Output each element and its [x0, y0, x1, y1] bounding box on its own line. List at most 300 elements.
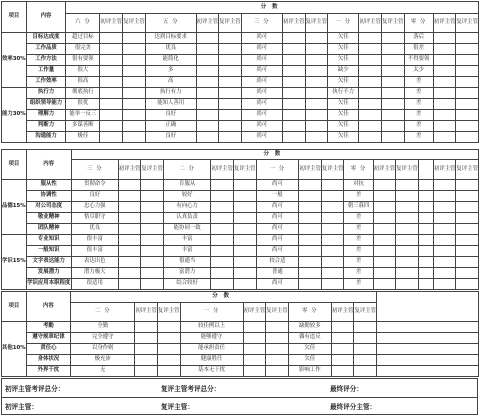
first-reviewer-header: 初评主管 — [433, 160, 456, 180]
grade-cell: 彻底执行 — [66, 88, 100, 99]
second-reviewer-header: 复评主管 — [157, 303, 180, 322]
blank-cell — [377, 344, 479, 355]
score-input[interactable] — [282, 33, 305, 44]
score-header: 分数 — [71, 150, 478, 160]
score-input[interactable] — [123, 110, 146, 121]
score-input[interactable] — [243, 355, 266, 366]
score-input[interactable] — [299, 180, 322, 191]
score-input[interactable] — [100, 121, 123, 132]
score-input[interactable] — [100, 99, 123, 110]
grade-cell: 尚可 — [256, 246, 299, 257]
grade-cell: 完全遵守 — [71, 333, 135, 344]
grade-cell: 欠佳 — [328, 77, 359, 88]
score-input[interactable] — [433, 180, 456, 191]
score-input[interactable] — [233, 224, 256, 235]
score-input[interactable] — [381, 66, 404, 77]
grade-cell: 很差 — [404, 44, 433, 55]
score-input[interactable] — [100, 110, 123, 121]
score-input[interactable] — [373, 279, 396, 290]
score-input[interactable] — [354, 344, 377, 355]
grade-cell: 差 — [344, 246, 373, 257]
score-input[interactable] — [118, 224, 141, 235]
score-input[interactable] — [456, 191, 479, 202]
score-input[interactable] — [305, 110, 328, 121]
score-input[interactable] — [381, 77, 404, 88]
criterion-label: 工作效率 — [26, 77, 66, 88]
score-input[interactable] — [135, 322, 158, 333]
score-input[interactable] — [359, 55, 382, 66]
score-input[interactable] — [305, 33, 328, 44]
score-input[interactable] — [456, 132, 479, 143]
score-input[interactable] — [196, 66, 219, 77]
score-input[interactable] — [141, 191, 164, 202]
final-reviewer-signature-label: 最终评分主管： — [330, 403, 377, 411]
score-input[interactable] — [373, 224, 396, 235]
score-input[interactable] — [118, 257, 141, 268]
score-input[interactable] — [211, 202, 234, 213]
first-reviewer-header: 初评主管 — [359, 14, 382, 33]
score-input[interactable] — [305, 77, 328, 88]
score-input[interactable] — [331, 333, 354, 344]
score-input[interactable] — [282, 99, 305, 110]
score-input[interactable] — [211, 191, 234, 202]
score-input[interactable] — [321, 235, 344, 246]
score-input[interactable] — [282, 110, 305, 121]
score-input[interactable] — [456, 88, 479, 99]
grade-cell: 很通当 — [163, 257, 210, 268]
score-input[interactable] — [396, 246, 419, 257]
second-reviewer-header: 复评主管 — [321, 160, 344, 180]
score-input[interactable] — [305, 99, 328, 110]
score-input[interactable] — [118, 202, 141, 213]
first-reviewer-signature-label: 初评主管： — [5, 403, 38, 411]
score-input[interactable] — [373, 213, 396, 224]
score-input[interactable] — [211, 224, 234, 235]
score-input[interactable] — [433, 77, 456, 88]
score-input[interactable] — [211, 235, 234, 246]
score-input[interactable] — [282, 132, 305, 143]
grade-cell: 差 — [404, 132, 433, 143]
criterion-label: 一般知识 — [26, 246, 71, 257]
score-input[interactable] — [456, 55, 479, 66]
score-input[interactable] — [373, 246, 396, 257]
score-input[interactable] — [433, 33, 456, 44]
score-input[interactable] — [456, 279, 479, 290]
score-input[interactable] — [299, 246, 322, 257]
score-input[interactable] — [396, 202, 419, 213]
score-input[interactable] — [456, 268, 479, 279]
score-input[interactable] — [123, 66, 146, 77]
grade-cell: 欠佳 — [328, 33, 359, 44]
score-input[interactable] — [196, 77, 219, 88]
grade-cell: 差 — [404, 110, 433, 121]
score-input[interactable] — [282, 121, 305, 132]
score-input[interactable] — [396, 180, 419, 191]
score-input[interactable] — [233, 268, 256, 279]
score-input[interactable] — [456, 235, 479, 246]
score-input[interactable] — [433, 246, 456, 257]
score-input[interactable] — [118, 268, 141, 279]
score-input[interactable] — [299, 213, 322, 224]
score-input[interactable] — [123, 132, 146, 143]
score-input[interactable] — [433, 44, 456, 55]
score-input[interactable] — [157, 333, 180, 344]
score-input[interactable] — [211, 257, 234, 268]
score-input[interactable] — [123, 77, 146, 88]
criterion-label: 工作品质 — [26, 44, 66, 55]
score-input[interactable] — [373, 180, 396, 191]
score-input[interactable] — [359, 44, 382, 55]
score-input[interactable] — [157, 355, 180, 366]
grade-cell: 尚可 — [256, 224, 299, 235]
score-input[interactable] — [118, 191, 141, 202]
score-input[interactable] — [321, 191, 344, 202]
score-input[interactable] — [396, 279, 419, 290]
score-input[interactable] — [433, 279, 456, 290]
score-input[interactable] — [123, 121, 146, 132]
first-reviewer-header: 初评主管 — [433, 14, 456, 33]
score-input[interactable] — [381, 132, 404, 143]
score-input[interactable] — [266, 344, 289, 355]
score-input[interactable] — [243, 333, 266, 344]
blank-cell — [377, 366, 479, 377]
score-input[interactable] — [433, 257, 456, 268]
score-input[interactable] — [219, 55, 242, 66]
score-input[interactable] — [354, 366, 377, 377]
score-input[interactable] — [219, 121, 242, 132]
score-input[interactable] — [321, 279, 344, 290]
score-input[interactable] — [396, 235, 419, 246]
first-reviewer-header: 初评主管 — [196, 14, 219, 33]
score-input[interactable] — [219, 77, 242, 88]
score-input[interactable] — [141, 213, 164, 224]
score-input[interactable] — [359, 99, 382, 110]
score-input[interactable] — [299, 224, 322, 235]
score-input[interactable] — [243, 344, 266, 355]
score-input[interactable] — [118, 279, 141, 290]
grade-cell: 尚可 — [241, 110, 282, 121]
score-input[interactable] — [299, 268, 322, 279]
score-input[interactable] — [456, 257, 479, 268]
score-input[interactable] — [354, 355, 377, 366]
score-input[interactable] — [305, 88, 328, 99]
second-reviewer-signature-label: 复评主管： — [161, 403, 194, 411]
score-input[interactable] — [359, 77, 382, 88]
section-3-table — [1, 291, 479, 377]
score-input[interactable] — [433, 224, 456, 235]
score-input[interactable] — [456, 99, 479, 110]
score-input[interactable] — [396, 224, 419, 235]
second-reviewer-header: 复评主管 — [381, 14, 404, 33]
grade-cell: 能简化 — [145, 55, 196, 66]
score-input[interactable] — [282, 44, 305, 55]
second-reviewer-header: 复评主管 — [219, 14, 242, 33]
score-input[interactable] — [433, 88, 456, 99]
score-input[interactable] — [396, 191, 419, 202]
score-input[interactable] — [123, 33, 146, 44]
score-input[interactable] — [456, 77, 479, 88]
score-input[interactable] — [433, 213, 456, 224]
grade-cell: 尚可 — [241, 33, 282, 44]
score-input[interactable] — [354, 322, 377, 333]
grade-cell: 尚可 — [241, 88, 282, 99]
score-input[interactable] — [433, 55, 456, 66]
score-input[interactable] — [135, 355, 158, 366]
score-input[interactable] — [282, 88, 305, 99]
score-input[interactable] — [233, 202, 256, 213]
score-input[interactable] — [266, 333, 289, 344]
score-input[interactable] — [196, 55, 219, 66]
score-input[interactable] — [373, 268, 396, 279]
score-input[interactable] — [196, 33, 219, 44]
category-attitude: 品德15% — [2, 180, 27, 235]
score-input[interactable] — [266, 366, 289, 377]
grade-cell: 较合适 — [256, 257, 299, 268]
score-input[interactable] — [456, 180, 479, 191]
grade-cell: 无 — [71, 366, 135, 377]
score-input[interactable] — [396, 213, 419, 224]
score-input[interactable] — [219, 99, 242, 110]
score-input[interactable] — [433, 99, 456, 110]
score-input[interactable] — [211, 180, 234, 191]
score-input[interactable] — [282, 55, 305, 66]
first-reviewer-header: 初评主管 — [100, 14, 123, 33]
grade-cell: 多 — [145, 66, 196, 77]
score-input[interactable] — [135, 333, 158, 344]
grade-cell: 欠佳 — [328, 132, 359, 143]
score-input[interactable] — [118, 235, 141, 246]
score-input[interactable] — [233, 235, 256, 246]
grade-cell: 落后 — [404, 33, 433, 44]
score-input[interactable] — [211, 213, 234, 224]
score-input[interactable] — [359, 66, 382, 77]
score-input[interactable] — [359, 121, 382, 132]
score-input[interactable] — [141, 246, 164, 257]
score-input[interactable] — [219, 110, 242, 121]
score-input[interactable] — [321, 202, 344, 213]
grade-cell: 执行不力 — [328, 88, 359, 99]
score-input[interactable] — [456, 213, 479, 224]
score-input[interactable] — [373, 235, 396, 246]
score-input[interactable] — [305, 132, 328, 143]
second-reviewer-header: 复评主管 — [141, 160, 164, 180]
score-input[interactable] — [359, 110, 382, 121]
grade-cell: 良好 — [145, 132, 196, 143]
score-input[interactable] — [299, 191, 322, 202]
score-input[interactable] — [196, 132, 219, 143]
score-input[interactable] — [118, 246, 141, 257]
score-input[interactable] — [381, 110, 404, 121]
grade-cell: 尚可 — [256, 202, 299, 213]
score-input[interactable] — [456, 66, 479, 77]
score-input[interactable] — [196, 99, 219, 110]
score-input[interactable] — [373, 257, 396, 268]
score-input[interactable] — [141, 180, 164, 191]
score-input[interactable] — [331, 366, 354, 377]
grade-cell — [418, 246, 433, 257]
grade-header: 六 分 — [66, 14, 100, 33]
grade-cell: 太少 — [404, 66, 433, 77]
score-input[interactable] — [321, 224, 344, 235]
grade-cell: 良好 — [145, 110, 196, 121]
score-input[interactable] — [100, 66, 123, 77]
signature-row — [1, 397, 478, 415]
score-input[interactable] — [100, 33, 123, 44]
score-input[interactable] — [456, 121, 479, 132]
score-input[interactable] — [305, 121, 328, 132]
score-input[interactable] — [233, 180, 256, 191]
score-input[interactable] — [331, 355, 354, 366]
score-input[interactable] — [157, 322, 180, 333]
score-input[interactable] — [118, 180, 141, 191]
score-input[interactable] — [433, 121, 456, 132]
score-header: 分数 — [71, 292, 377, 303]
score-input[interactable] — [196, 110, 219, 121]
score-input[interactable] — [233, 213, 256, 224]
score-input[interactable] — [123, 55, 146, 66]
score-input[interactable] — [141, 268, 164, 279]
score-input[interactable] — [299, 279, 322, 290]
score-input[interactable] — [381, 33, 404, 44]
score-input[interactable] — [299, 257, 322, 268]
grade-cell: 差 — [404, 99, 433, 110]
score-input[interactable] — [456, 33, 479, 44]
score-input[interactable] — [233, 191, 256, 202]
score-input[interactable] — [135, 344, 158, 355]
score-input[interactable] — [331, 344, 354, 355]
score-input[interactable] — [157, 366, 180, 377]
score-input[interactable] — [118, 213, 141, 224]
score-input[interactable] — [211, 279, 234, 290]
score-input[interactable] — [233, 246, 256, 257]
grade-cell: 潜力极大 — [71, 268, 118, 279]
score-input[interactable] — [219, 88, 242, 99]
score-input[interactable] — [141, 257, 164, 268]
grade-cell: 以身作则 — [71, 344, 135, 355]
score-input[interactable] — [123, 44, 146, 55]
score-input[interactable] — [100, 88, 123, 99]
score-input[interactable] — [266, 322, 289, 333]
score-input[interactable] — [219, 66, 242, 77]
score-input[interactable] — [219, 132, 242, 143]
score-input[interactable] — [321, 246, 344, 257]
grade-cell: 尚可 — [256, 180, 299, 191]
score-input[interactable] — [359, 132, 382, 143]
score-input[interactable] — [123, 88, 146, 99]
score-input[interactable] — [123, 99, 146, 110]
grade-cell: 能知人善用 — [145, 99, 196, 110]
score-input[interactable] — [433, 66, 456, 77]
score-input[interactable] — [141, 235, 164, 246]
score-input[interactable] — [433, 202, 456, 213]
score-input[interactable] — [141, 224, 164, 235]
score-input[interactable] — [305, 44, 328, 55]
score-input[interactable] — [381, 121, 404, 132]
score-input[interactable] — [433, 235, 456, 246]
score-input[interactable] — [433, 268, 456, 279]
section-2-table — [1, 149, 479, 290]
score-input[interactable] — [282, 66, 305, 77]
score-input[interactable] — [321, 180, 344, 191]
score-input[interactable] — [373, 202, 396, 213]
score-input[interactable] — [233, 257, 256, 268]
score-input[interactable] — [243, 322, 266, 333]
score-input[interactable] — [381, 44, 404, 55]
score-input[interactable] — [141, 279, 164, 290]
score-input[interactable] — [321, 268, 344, 279]
score-input[interactable] — [396, 268, 419, 279]
grade-cell: 差 — [344, 224, 373, 235]
grade-header: 一 分 — [328, 14, 359, 33]
grade-cell: 全勤 — [71, 322, 135, 333]
first-reviewer-header: 初评主管 — [299, 160, 322, 180]
score-input[interactable] — [219, 33, 242, 44]
score-input[interactable] — [456, 224, 479, 235]
score-input[interactable] — [233, 279, 256, 290]
score-input[interactable] — [299, 235, 322, 246]
score-input[interactable] — [282, 77, 305, 88]
grade-cell: 欠佳 — [328, 121, 359, 132]
grade-cell: 较好 — [163, 191, 210, 202]
score-input[interactable] — [381, 88, 404, 99]
second-reviewer-header: 复评主管 — [456, 14, 479, 33]
score-input[interactable] — [456, 246, 479, 257]
score-input[interactable] — [100, 132, 123, 143]
score-input[interactable] — [196, 44, 219, 55]
score-input[interactable] — [243, 366, 266, 377]
grade-cell: 很适用 — [71, 279, 118, 290]
score-input[interactable] — [299, 202, 322, 213]
score-input[interactable] — [373, 191, 396, 202]
score-input[interactable] — [135, 366, 158, 377]
score-input[interactable] — [433, 191, 456, 202]
criterion-label: 协调性 — [26, 191, 71, 202]
grade-cell: 不得要领 — [404, 55, 433, 66]
score-input[interactable] — [381, 55, 404, 66]
score-input[interactable] — [433, 110, 456, 121]
score-input[interactable] — [354, 333, 377, 344]
score-input[interactable] — [266, 355, 289, 366]
score-input[interactable] — [211, 268, 234, 279]
score-input[interactable] — [396, 257, 419, 268]
score-input[interactable] — [456, 44, 479, 55]
score-input[interactable] — [100, 77, 123, 88]
item-header: 项目 — [2, 2, 27, 33]
score-input[interactable] — [211, 246, 234, 257]
score-input[interactable] — [305, 66, 328, 77]
score-input[interactable] — [100, 55, 123, 66]
score-input[interactable] — [433, 132, 456, 143]
score-input[interactable] — [196, 88, 219, 99]
score-input[interactable] — [141, 202, 164, 213]
score-input[interactable] — [321, 213, 344, 224]
score-input[interactable] — [359, 33, 382, 44]
score-input[interactable] — [219, 44, 242, 55]
grade-cell: 能协同一致 — [163, 224, 210, 235]
score-input[interactable] — [305, 55, 328, 66]
score-input[interactable] — [456, 110, 479, 121]
score-input[interactable] — [456, 202, 479, 213]
grade-cell: 尚可 — [241, 55, 282, 66]
score-input[interactable] — [100, 44, 123, 55]
score-input[interactable] — [359, 88, 382, 99]
score-input[interactable] — [321, 257, 344, 268]
score-input[interactable] — [157, 344, 180, 355]
score-input[interactable] — [381, 99, 404, 110]
score-input[interactable] — [196, 121, 219, 132]
score-input[interactable] — [331, 322, 354, 333]
grade-cell: 很有要领 — [66, 55, 100, 66]
